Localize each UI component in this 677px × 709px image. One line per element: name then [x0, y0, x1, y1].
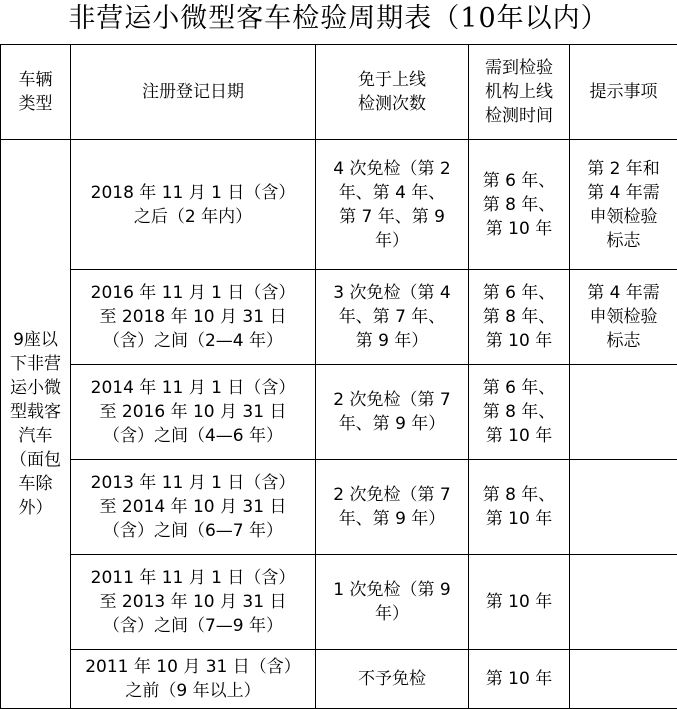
table-row	[1, 650, 677, 709]
header-notes: 提示事项	[570, 45, 677, 140]
inspection-time-cell: 第 10 年	[469, 650, 570, 709]
table-row	[1, 365, 677, 460]
exempt-count-cell: 3 次免检（第 4 年、第 7 年、 第 9 年）	[316, 270, 469, 365]
registration-date-cell: 2016 年 11 月 1 日（含） 至 2018 年 10 月 31 日 （含）之间（2—4 年）	[71, 270, 316, 365]
page-title: 非营运小微型客车检验周期表（10年以内）	[0, 0, 677, 44]
inspection-time-cell: 第 6 年、 第 8 年、 第 10 年	[469, 140, 570, 270]
registration-date-cell: 2013 年 11 月 1 日（含） 至 2014 年 10 月 31 日 （含）之间（6—7 年）	[71, 460, 316, 555]
header-inspection-time: 需到检验 机构上线 检测时间	[469, 45, 570, 140]
note-cell	[570, 460, 677, 555]
exempt-count-cell: 不予免检	[316, 650, 469, 709]
note-cell	[570, 650, 677, 709]
note-cell	[570, 555, 677, 650]
vehicle-type-cell: 9座以 下非营 运小微 型载客 汽车 （面包 车除 外）	[1, 140, 71, 709]
table-row	[1, 140, 677, 270]
header-exempt-count: 免于上线 检测次数	[316, 45, 469, 140]
header-vehicle-type: 车辆 类型	[1, 45, 71, 140]
table-row	[1, 270, 677, 365]
table-row	[1, 555, 677, 650]
exempt-count-cell: 1 次免检（第 9 年）	[316, 555, 469, 650]
registration-date-cell: 2018 年 11 月 1 日（含） 之后（2 年内）	[71, 140, 316, 270]
table-row	[1, 460, 677, 555]
registration-date-cell: 2011 年 11 月 1 日（含） 至 2013 年 10 月 31 日 （含）之间（7—9 年）	[71, 555, 316, 650]
inspection-time-cell: 第 6 年、 第 8 年、 第 10 年	[469, 365, 570, 460]
registration-date-cell: 2014 年 11 月 1 日（含） 至 2016 年 10 月 31 日 （含）之间（4—6 年）	[71, 365, 316, 460]
exempt-count-cell: 2 次免检（第 7 年、第 9 年）	[316, 365, 469, 460]
exempt-count-cell: 4 次免检（第 2 年、第 4 年、 第 7 年、第 9 年）	[316, 140, 469, 270]
registration-date-cell: 2011 年 10 月 31 日（含） 之前（9 年以上）	[71, 650, 316, 709]
note-cell: 第 4 年需 申领检验 标志	[570, 270, 677, 365]
header-registration-date: 注册登记日期	[71, 45, 316, 140]
note-cell	[570, 365, 677, 460]
inspection-time-cell: 第 6 年、 第 8 年、 第 10 年	[469, 270, 570, 365]
inspection-time-cell: 第 10 年	[469, 555, 570, 650]
inspection-time-cell: 第 8 年、 第 10 年	[469, 460, 570, 555]
note-cell: 第 2 年和 第 4 年需 申领检验 标志	[570, 140, 677, 270]
exempt-count-cell: 2 次免检（第 7 年、第 9 年）	[316, 460, 469, 555]
inspection-schedule-table	[0, 44, 677, 709]
table-header-row	[1, 45, 677, 140]
